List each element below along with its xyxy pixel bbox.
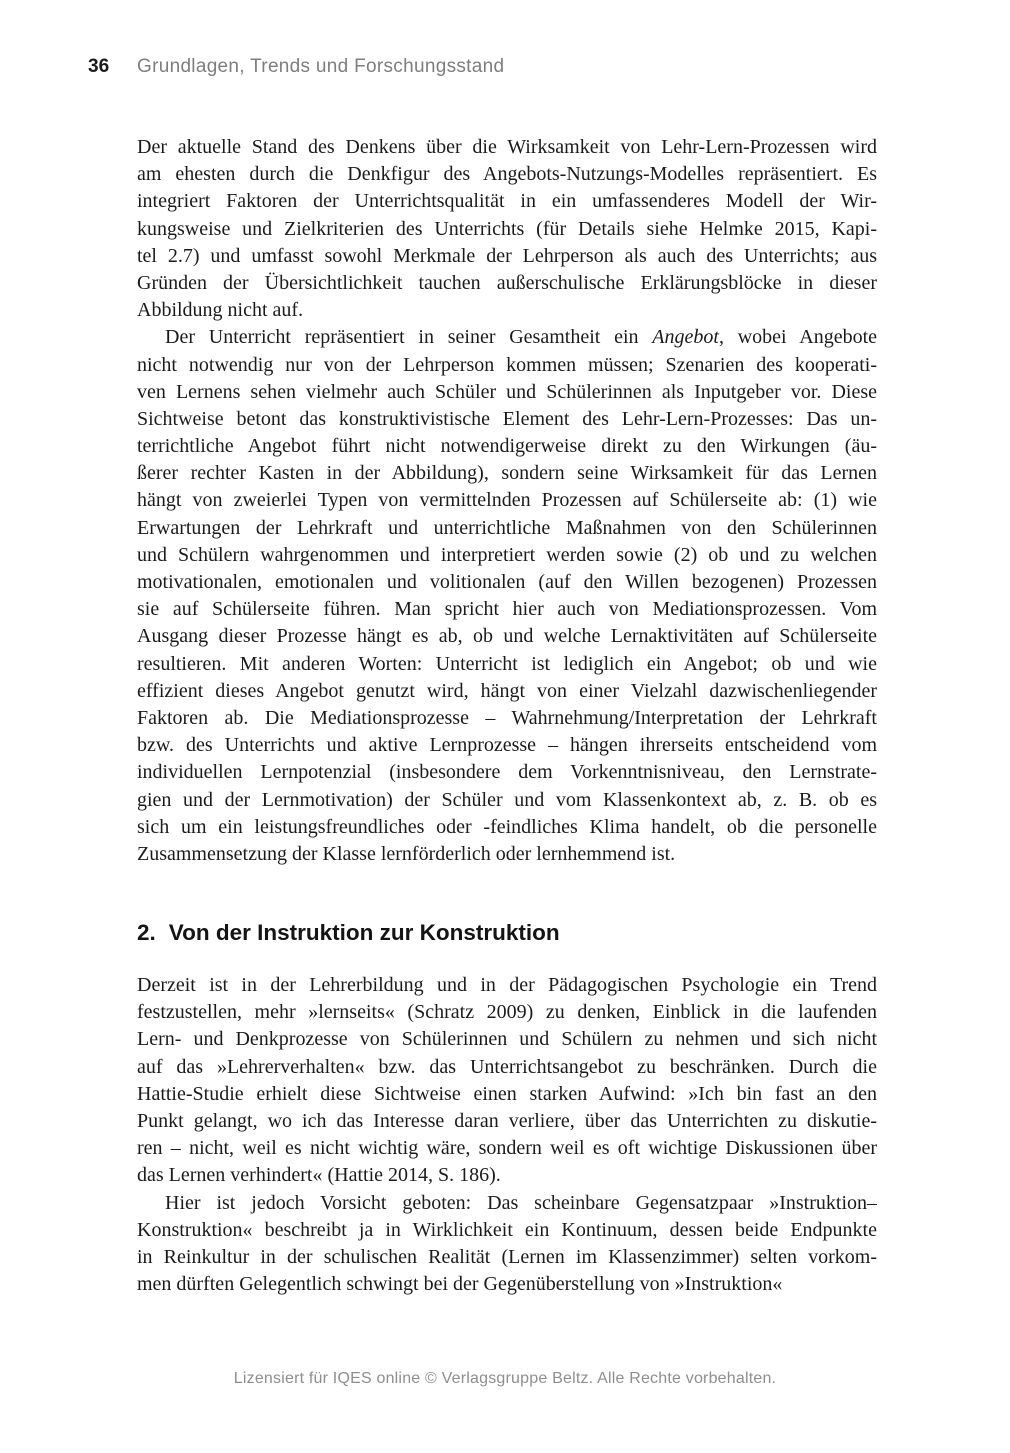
paragraph <box>137 1190 877 1299</box>
text-line: Abbildung nicht auf. <box>137 299 304 322</box>
section-heading-number: 2. <box>137 920 156 946</box>
section-paragraphs <box>137 972 877 1298</box>
text-line: Lern- und Denkprozesse von Schülerinnen und Schülern zu nehmen und sich nicht <box>137 1028 877 1051</box>
text-line: men dürften Gelegentlich schwingt bei der Gegenüberstellung von »Instruktion« <box>137 1273 783 1296</box>
text-line: Punkt gelangt, wo ich das Interesse daran verliere, über das Unterrichten zu diskutie- <box>137 1110 877 1132</box>
page-number: 36 <box>88 56 110 77</box>
text-line: sie auf Schülerseite führen. Man spricht hier auch von Mediationsprozessen. Vom <box>137 598 877 621</box>
text-line: tel 2.7) und umfasst sowohl Merkmale der Lehrperson als auch des Unterrichts; aus <box>137 244 877 267</box>
text-line: Sichtweise betont das konstruktivistische Element des Lehr-Lern-Prozesses: Das un- <box>137 407 877 430</box>
text-line: das Lernen verhindert« (Hattie 2014, S. 186). <box>137 1164 501 1187</box>
text-line: Hier ist jedoch Vorsicht geboten: Das scheinbare Gegensatzpaar »Instruktion– <box>165 1191 877 1214</box>
text-line: ßerer rechter Kasten in der Abbildung), sondern seine Wirksamkeit für das Lernen <box>137 462 877 485</box>
text-line: Erwartungen der Lehrkraft und unterrichtliche Maßnahmen von den Schülerinnen <box>137 516 877 539</box>
text-line: Der aktuelle Stand des Denkens über die Wirksamkeit von Lehr-Lern-Prozessen wird <box>137 136 877 158</box>
text-line: Konstruktion« beschreibt ja in Wirklichkeit ein Kontinuum, dessen beide Endpunkte <box>137 1218 877 1241</box>
text-line: terrichtliche Angebot führt nicht notwendigerweise direkt zu den Wirkungen (äu- <box>137 435 877 458</box>
text-line: Hattie-Studie erhielt diese Sichtweise einen starken Aufwind: »Ich bin fast an den <box>137 1082 877 1105</box>
text-line: kungsweise und Zielkriterien des Unterrichts (für Details siehe Helmke 2015, Kapi- <box>137 217 877 240</box>
text-line: hängt von zweierlei Typen von vermittelnden Prozessen auf Schülerseite ab: (1) wie <box>137 489 877 512</box>
text-line: ven Lernens sehen vielmehr auch Schüler und Schülerinnen als Inputgeber vor. Diese <box>137 380 877 403</box>
paragraph <box>137 134 877 324</box>
text-line: auf das »Lehrerverhalten« bzw. das Unterrichtsangebot zu beschränken. Durch die <box>137 1055 877 1078</box>
text-line: ren – nicht, weil es nicht wichtig wäre, sondern weil es oft wichtige Diskussionen über <box>137 1137 877 1160</box>
text-line: bzw. des Unterrichts und aktive Lernprozesse – hängen ihrerseits entscheidend vom <box>137 734 877 757</box>
text-line: Zusammensetzung der Klasse lernförderlich oder lernhemmend ist. <box>137 842 676 865</box>
section-heading <box>137 918 877 948</box>
section-heading-title: Von der Instruktion zur Konstruktion <box>168 920 560 946</box>
text-line: resultieren. Mit anderen Worten: Unterricht ist lediglich ein Angebot; ob und wie <box>137 652 877 675</box>
body-text <box>137 134 877 1298</box>
paragraph <box>137 324 877 868</box>
text-line: Gründen der Übersichtlichkeit tauchen außerschulische Erklärungsblöcke in dieser <box>137 271 877 294</box>
running-title: Grundlagen, Trends und Forschungsstand <box>137 56 505 77</box>
intro-paragraphs <box>137 134 877 868</box>
text-line: am ehesten durch die Denkfigur des Angebots-Nutzungs-Modelles repräsentiert. Es <box>137 163 877 186</box>
text-line: effizient dieses Angebot genutzt wird, hängt von einer Vielzahl dazwischenliegender <box>137 679 877 702</box>
license-footer: Lizensiert für IQES online © Verlagsgruppe Beltz. Alle Rechte vorbehalten. <box>233 1370 777 1387</box>
paragraph <box>137 972 877 1190</box>
text-line: in Reinkultur in der schulischen Realität (Lernen im Klassenzimmer) selten vorkom- <box>137 1245 877 1268</box>
text-line: individuellen Lernpotenzial (insbesondere dem Vorkenntnisniveau, den Lernstrate- <box>137 761 877 784</box>
text-line: Der Unterricht repräsentiert in seiner Gesamtheit ein Angebot, wobei Angebote <box>165 326 877 349</box>
text-line: Derzeit ist in der Lehrerbildung und in der Pädagogischen Psychologie ein Trend <box>137 974 877 997</box>
text-line: und Schülern wahrgenommen und interpretiert werden sowie (2) ob und zu welchen <box>137 543 877 566</box>
page-header <box>88 55 922 79</box>
text-line: motivationalen, emotionalen und volitionalen (auf den Willen bezogenen) Prozessen <box>137 571 877 593</box>
text-line: Faktoren ab. Die Mediationsprozesse – Wahrnehmung/Interpretation der Lehrkraft <box>137 706 877 729</box>
text-line: integriert Faktoren der Unterrichtsqualität in ein umfassenderes Modell der Wir- <box>137 190 877 213</box>
text-line: nicht notwendig nur von der Lehrperson kommen müssen; Szenarien des kooperati- <box>137 353 877 376</box>
text-line: gien und der Lernmotivation) der Schüler und vom Klassenkontext ab, z. B. ob es <box>137 788 877 811</box>
text-line: Ausgang dieser Prozesse hängt es ab, ob und welche Lernaktivitäten auf Schülerseite <box>137 625 877 648</box>
text-line: festzustellen, mehr »lernseits« (Schratz 2009) zu denken, Einblick in die laufenden <box>137 1001 877 1024</box>
text-line: sich um ein leistungsfreundliches oder -feindliches Klima handelt, ob die personelle <box>137 815 877 838</box>
